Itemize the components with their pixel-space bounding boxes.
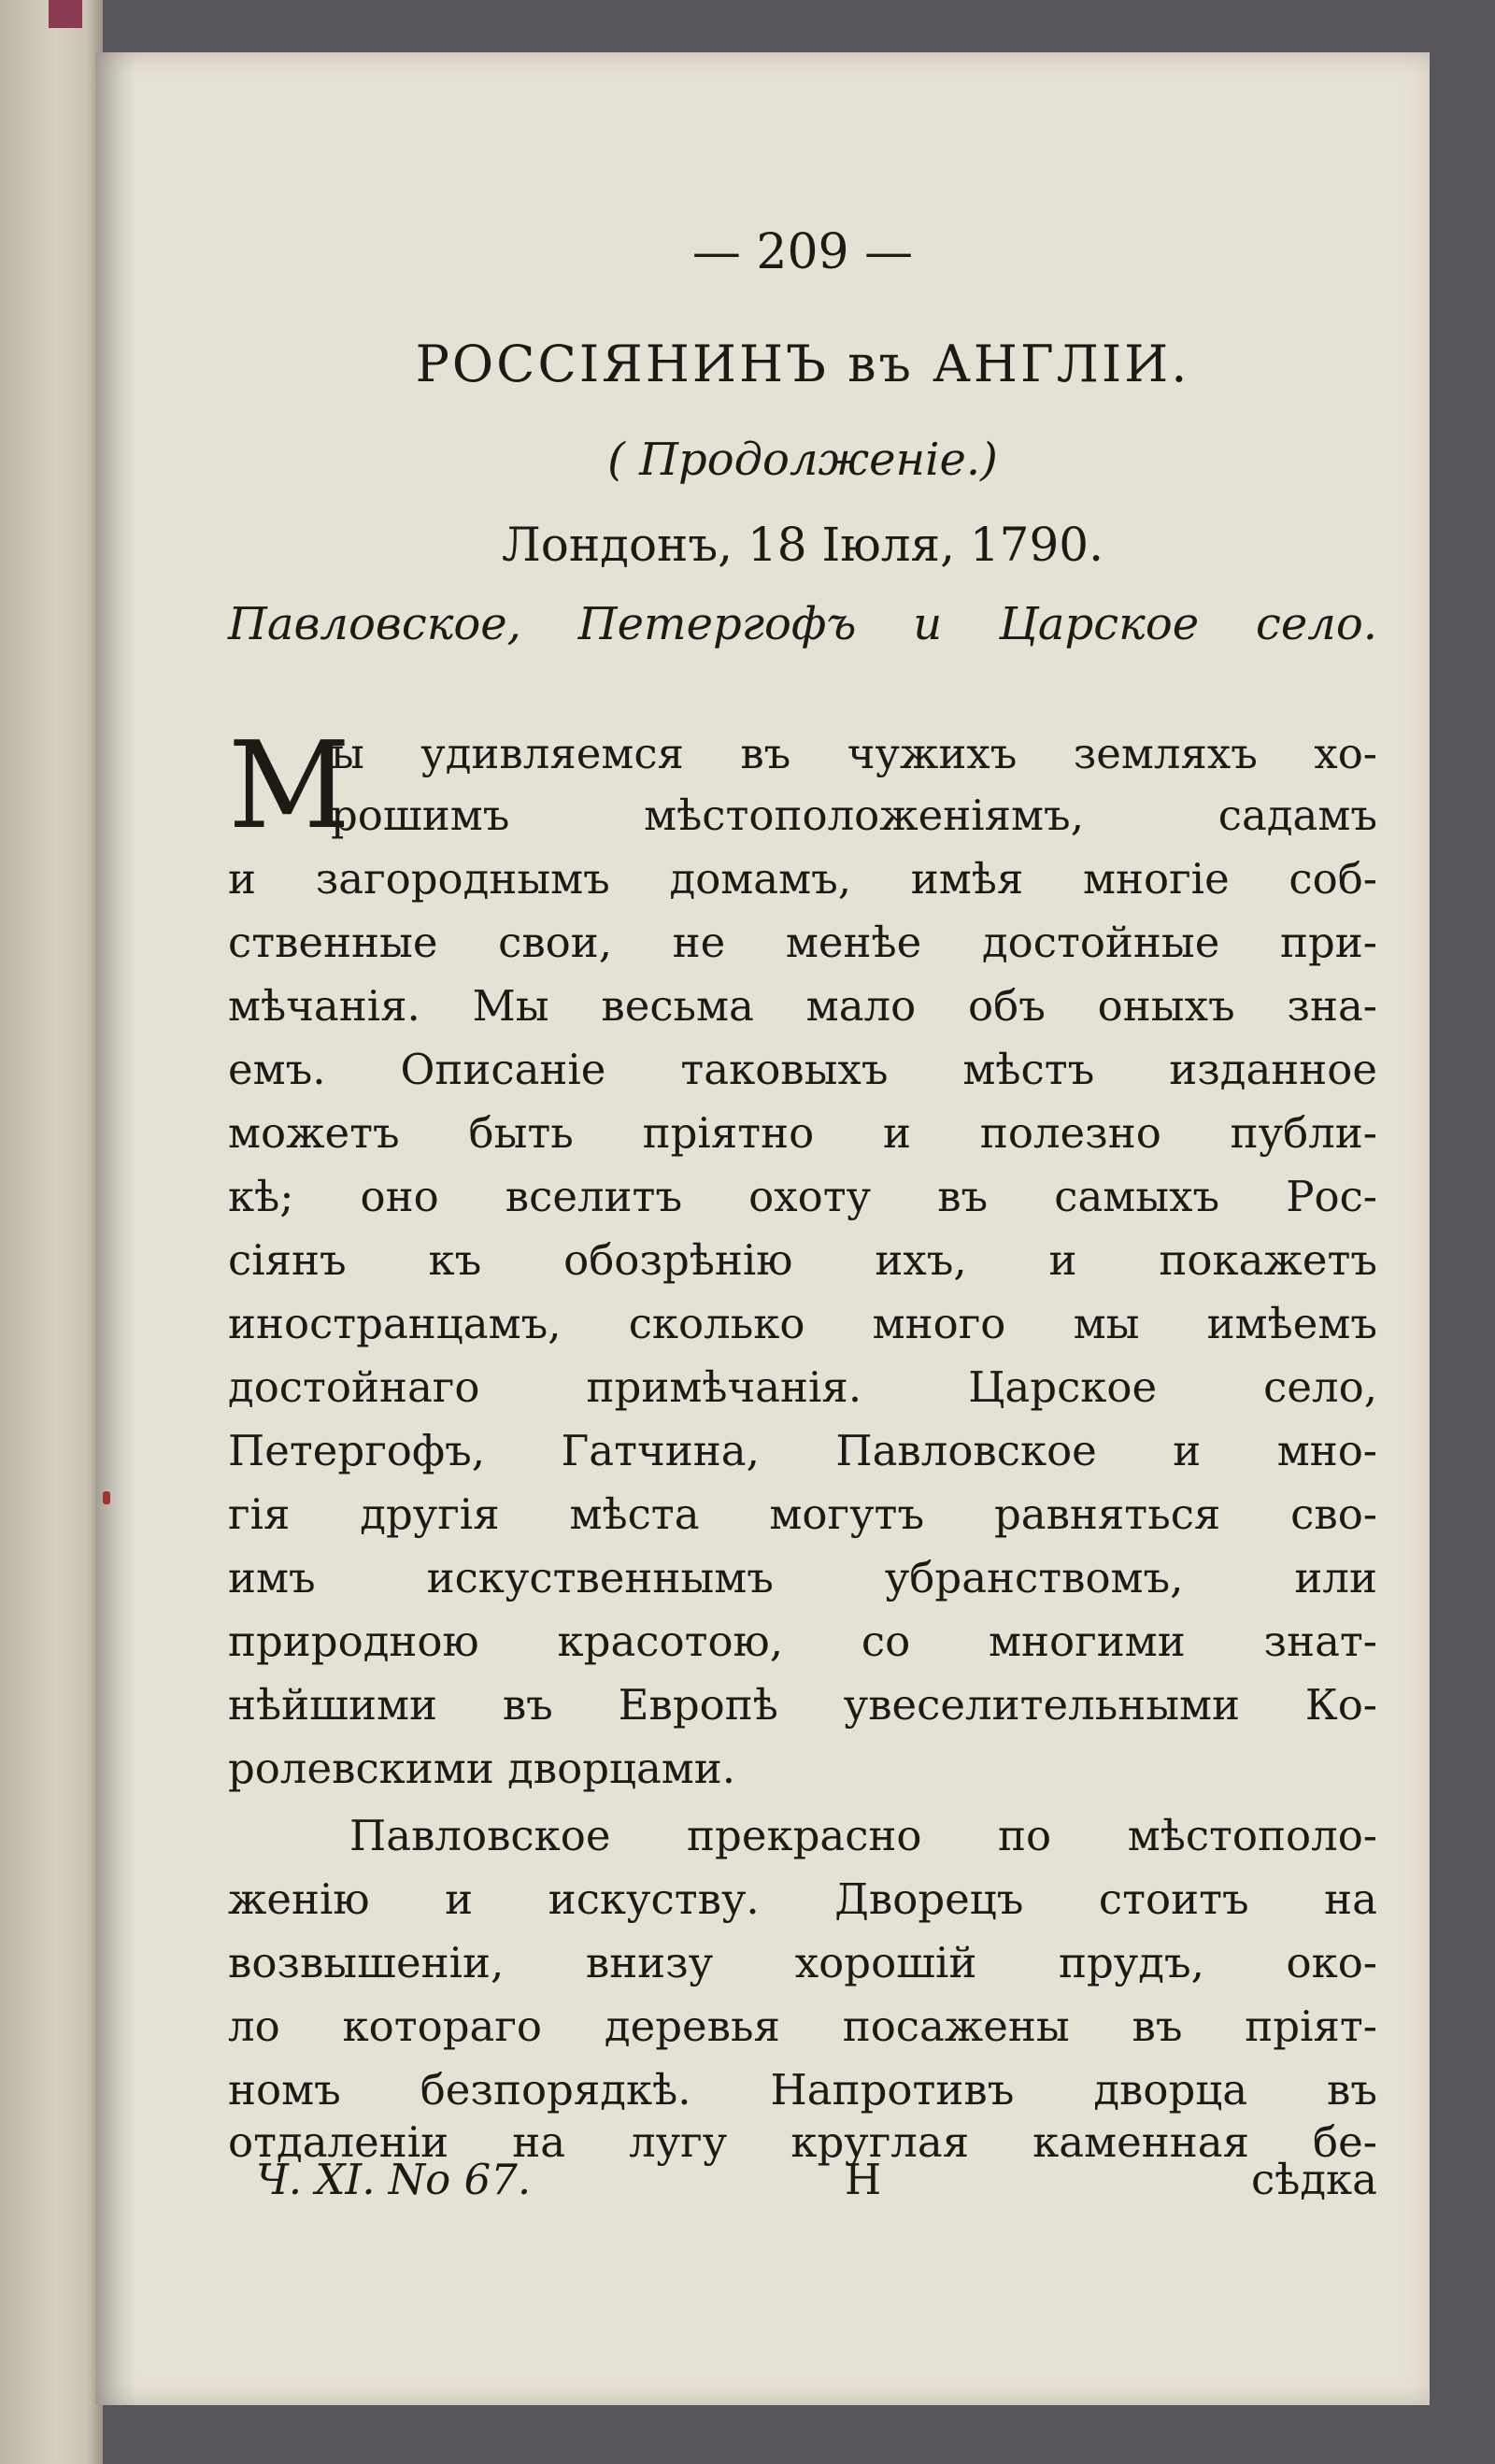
book-page — [95, 52, 1430, 2405]
paragraph-1-line: ролевскими дворцами. — [228, 1744, 736, 1793]
paragraph-1-line: рошимъ мѣстоположеніямъ, садамъ — [331, 790, 1377, 840]
drop-cap: М — [228, 717, 351, 856]
paragraph-1-line: емъ. Описаніе таковыхъ мѣстъ изданное — [228, 1045, 1377, 1094]
paragraph-1-line: имъ искуственнымъ убранствомъ, или — [228, 1553, 1377, 1602]
page-number: — 209 — — [691, 224, 914, 280]
footer-signature-mark: Н — [845, 2155, 882, 2204]
paragraph-1-line: и загороднымъ домамъ, имѣя многіе соб- — [228, 854, 1377, 904]
paragraph-2-line: отдаленіи на лугу круглая каменная бе- — [228, 2117, 1377, 2167]
paragraph-1-line: мѣчанія. Мы весьма мало объ оныхъ зна- — [228, 981, 1377, 1031]
page-gutter-shadow — [95, 52, 136, 2405]
paragraph-2-line: женію и искуству. Дворецъ стоитъ на — [228, 1874, 1377, 1924]
article-title: РОССІЯНИНЪ въ АНГЛІИ. — [415, 335, 1190, 393]
book-spine — [0, 0, 103, 2464]
bookmark-ribbon — [49, 0, 82, 28]
paragraph-1-line: ственные свои, не менѣе достойные при- — [228, 918, 1377, 967]
paragraph-1-line: можетъ быть пріятно и полезно публи- — [228, 1108, 1377, 1158]
footer-catchword: сѣдка — [1251, 2155, 1377, 2204]
dateline: Лондонъ, 18 Іюля, 1790. — [502, 518, 1103, 572]
paragraph-1-line: кѣ; оно вселитъ охоту въ самыхъ Рос- — [228, 1172, 1377, 1221]
continuation-note: ( Продолженіе.) — [607, 434, 998, 486]
paragraph-1-line: иностранцамъ, сколько много мы имѣемъ — [228, 1299, 1377, 1348]
paragraph-2-line: Павловское прекрасно по мѣстополо- — [349, 1811, 1377, 1860]
paragraph-2-line: номъ безпорядкѣ. Напротивъ дворца въ — [228, 2065, 1377, 2115]
paragraph-1-line: ы удивляемся въ чужихъ земляхъ хо- — [331, 729, 1377, 778]
paragraph-1-line: нѣйшими въ Европѣ увеселительными Ко- — [228, 1680, 1377, 1730]
footer-volume-issue: Ч. XI. No 67. — [256, 2155, 532, 2204]
section-subtitle: Павловское, Петергофъ и Царское село. — [228, 598, 1377, 650]
paragraph-2-line: ло котораго деревья посажены въ пріят- — [228, 2001, 1377, 2051]
paragraph-1-line: достойнаго примѣчанія. Царское село, — [228, 1362, 1377, 1412]
paragraph-1-line: гія другія мѣста могутъ равняться сво- — [228, 1489, 1377, 1539]
paragraph-1-line: сіянъ къ обозрѣнію ихъ, и покажетъ — [228, 1235, 1377, 1285]
ink-spot — [103, 1491, 110, 1504]
paragraph-1-line: природною красотою, со многими знат- — [228, 1617, 1377, 1666]
paragraph-2-line: возвышеніи, внизу хорошій прудъ, око- — [228, 1938, 1377, 1987]
paragraph-1-line: Петергофъ, Гатчина, Павловское и мно- — [228, 1426, 1377, 1475]
